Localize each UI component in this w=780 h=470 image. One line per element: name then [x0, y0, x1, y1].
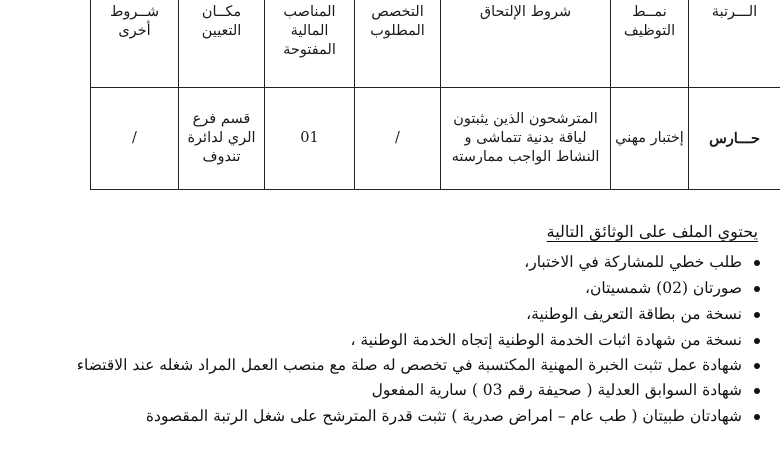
header-recruitment-mode: نمــط التوظيف: [611, 0, 689, 88]
bullet-icon: [754, 388, 760, 394]
documents-list: [68, 249, 768, 429]
list-item-text: نسخة من بطاقة التعريف الوطنية،: [526, 305, 742, 323]
list-item: [68, 301, 768, 327]
list-item: [68, 403, 768, 429]
header-access-conditions: شروط الإلتحاق: [441, 0, 611, 88]
list-item-text: شهادتان طبيتان ( طب عام – امراض صدرية ) تثبت قدرة المترشح على شغل الرتبة المقصودة: [145, 407, 742, 425]
list-item-text: صورتان (02) شمسيتان،: [584, 279, 742, 297]
cell-assignment-place: قسم فرع الري لدائرة تندوف: [179, 88, 265, 190]
list-item-text: طلب خطي للمشاركة في الاختبار،: [524, 253, 742, 271]
list-item-text: شهادة السوابق العدلية ( صحيفة رقم 03 ) سارية المفعول: [371, 381, 742, 399]
cell-required-specialty: /: [355, 88, 441, 190]
table-row: [91, 88, 780, 190]
bullet-icon: [754, 363, 760, 369]
bullet-icon: [754, 260, 760, 266]
cell-recruitment-mode: إختبار مهني: [611, 88, 689, 190]
bullet-icon: [754, 312, 760, 318]
header-rank: الـــرتبة: [689, 0, 780, 88]
cell-rank: حـــارس: [689, 88, 780, 190]
documents-title: يحتوي الملف على الوثائق التالية: [546, 222, 758, 241]
list-item: [68, 377, 768, 403]
cell-other-conditions: /: [91, 88, 179, 190]
bullet-icon: [754, 414, 760, 420]
bullet-icon: [754, 286, 760, 292]
header-open-positions: المناصب المالية المفتوحة: [265, 0, 355, 88]
list-item: [68, 353, 768, 377]
cell-access-conditions: المترشحون الذين يثبتون لياقة بدنية تتماشى و النشاط الواجب ممارسته: [441, 88, 611, 190]
list-item: [68, 275, 768, 301]
list-item: [68, 249, 768, 275]
list-item-text: شهادة عمل تثبت الخبرة المهنية المكتسبة في تخصص له صلة مع منصب العمل المراد شغله عند الاقتضاء: [76, 356, 742, 374]
cell-open-positions: 01: [265, 88, 355, 190]
table-header-row: [91, 0, 780, 88]
recruitment-table: [90, 0, 780, 190]
list-item: [68, 327, 768, 353]
header-assignment-place: مكــان التعيين: [179, 0, 265, 88]
header-required-specialty: التخصص المطلوب: [355, 0, 441, 88]
bullet-icon: [754, 338, 760, 344]
list-item-text: نسخة من شهادة اثبات الخدمة الوطنية إتجاه الخدمة الوطنية ،: [350, 331, 742, 349]
header-other-conditions: شــروط أخرى: [91, 0, 179, 88]
